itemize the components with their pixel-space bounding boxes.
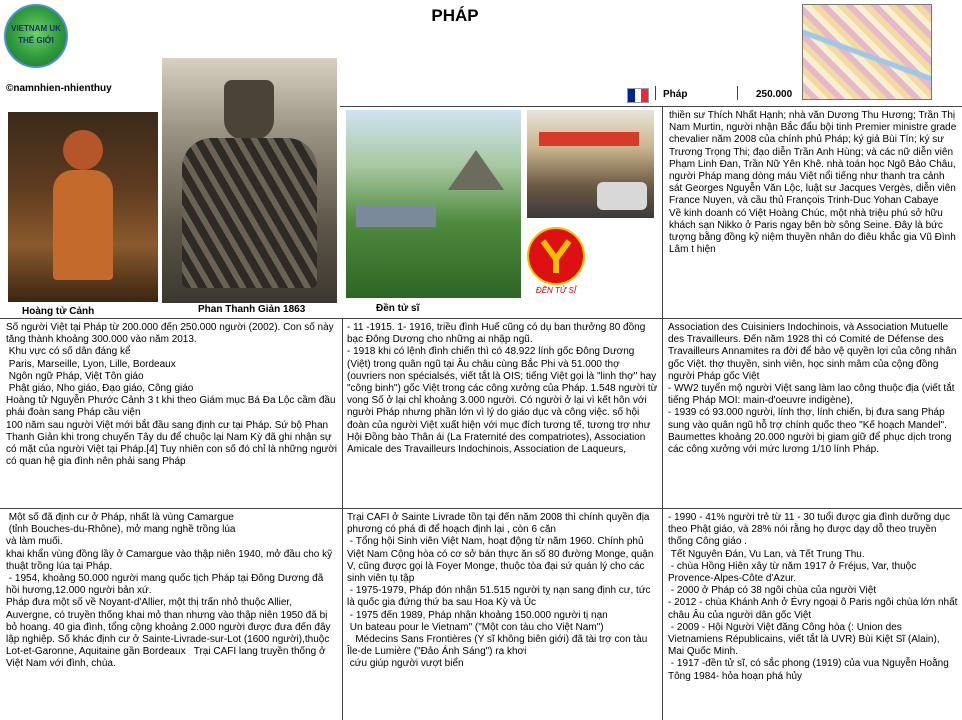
photo1-caption: Hoàng tử Cảnh (22, 306, 95, 317)
text-bottom-left: Một số đã định cư ở Pháp, nhất là vùng Camargue (tỉnh Bouches-du-Rhône), mở mang nghề trồng lúa và làm muối. khai khẩn vùng đồng lầy ở Camargue vào thập niên 1940, mở đầu cho kỹ thuật trồng lúa tại Pháp. - 1954, khoảng 50.000 người mang quốc tịch Pháp tại Đông Dương đã hồi hương,12.000 người bản xứ. Pháp đưa một số về Noyant-d'Allier, một thị trấn nhỏ thuộc Allier, Auvergne, có truyền thống khai mỏ than nhưng vào thập niên 1950 đã bị bỏ hoang. 40 gia đình, tổng cộng khoảng 2.000 người được đưa đến đây lập nghiệp. Số khác định cư ở Sainte-Livrade-sur-Lot (1600 người),thuộc Lot-et-Garonne, Aquitaine gần Bordeaux Trại CAFI lang truyền thống ở Việt Nam với đình, chùa. (6, 512, 333, 670)
logo-line2: THẾ GIỚI (18, 36, 54, 45)
paris-map (802, 4, 932, 100)
france-flag-icon (627, 88, 649, 103)
photo-phan-thanh-gian (162, 58, 337, 303)
text-mid-right: Association des Cuisiniers Indochinois, và Association Mutuelle des Travailleurs. Đến năm 1928 thì có Comité de Défense des Travailleurs Annamites ra đời để bảo vệ quyền lợi của công nhân gốc Việt. thợ thuyền, sinh viên, học sinh mâm của cộng đồng người Pháp gốc Việt - WW2 tuyển mộ người Việt sang làm lao công thuộc địa (viết tắt tiếng Pháp MOI: main-d'oeuvre indigène), - 1939 có 93.000 người, lính thợ, lính chiến, bị đưa sang Pháp sung vào quân ngũ hỗ trợ chính quốc theo "Kế hoạch Mandel". Baumettes khoảng 20.000 người bị giam giữ để phục dịch trong các công xưởng với mức lương 1/10 lính Pháp. (668, 322, 957, 456)
photo2-caption: Phan Thanh Giản 1863 (198, 304, 306, 315)
photo-den-tu-si (346, 110, 521, 298)
den-tu-si-emblem (527, 227, 585, 295)
emblem-text: ĐỀN TỬ SĨ (535, 286, 577, 295)
site-logo (4, 4, 68, 68)
population-figure: 250.000 (756, 89, 793, 100)
logo-line1: VIETNAM UK (11, 24, 61, 33)
country-name: Pháp (663, 89, 688, 100)
photo-storefront (527, 110, 654, 218)
text-bottom-right: - 1990 - 41% người trẻ từ 11 - 30 tuổi được gia đình dưỡng dục theo Phật giáo, và 28% nói rằng họ được dạy dỗ theo truyền thống Công giáo . Tết Nguyên Đán, Vu Lan, và Tết Trung Thu. - chùa Hồng Hiên xây từ năm 1917 ở Fréjus, Var, thuộc Provence-Alpes-Côte d'Azur. - 2000 ở Pháp có 38 ngôi chùa của người Việt - 2012 - chùa Khánh Anh ở Évry ngoại ô Paris ngôi chùa lớn nhất châu Âu của người dân gốc Việt - 2009 - Hội Người Việt đăng Công hòa (: Union des Vietnamiens Républicains, viết tắt là UVR) Bùi Kiệt Sĩ (Alain), Mai Quốc Minh. - 1917 -đền tử sĩ, có sắc phong (1919) của vua Nguyễn Hoằng Tông 1984- hỏa hoạn phá hủy (668, 512, 958, 682)
copyright: ©namnhien-nhienthuy (6, 83, 112, 94)
photo-hoang-tu-canh (8, 112, 158, 302)
text-top-right: thiền sư Thích Nhất Hạnh; nhà văn Dương Thu Hương; Trần Thị Nam Murtin, người nhận Bắc đẩu bội tinh Premier ministre grade chevalier năm 2008 của chính phủ Pháp; ký giả Bùi Tín; ký sư Trương Trọng Thi; đạo diễn Trần Anh Hùng; và các nữ diễn viên Phạm Linh Đan, Trần Nữ Yên Khê. nhà toán học Ngô Bảo Châu, người Pháp mang dòng máu Việt nổi tiếng như thanh tra cảnh sát Georges Nguyễn Văn Lộc, luật sư Jacques Vergès, diễn viên France Nuyen, và cầu thủ François Trinh-Duc Yohan Cabaye Về kinh doanh có Việt Hoàng Chúc, một nhà triệu phú sở hữu khách sạn Nikko ở Paris ngay bên bờ sông Seine. Đây là bức tượng bằng đồng kỷ niệm thuyền nhân do điêu khắc gia Vũ Đình Lâm t hiện (669, 110, 957, 256)
photo3-caption: Đền tử sĩ (376, 303, 420, 314)
text-bottom-center: Trại CAFI ở Sainte Livrade tồn tại đến năm 2008 thì chính quyền địa phương có phá đi để hoạch định lại , còn 6 căn - Tổng hội Sinh viên Việt Nam, hoạt động từ năm 1960. Chính phủ Việt Nam Cộng hòa có cơ sở bán thực ăn số 80 đường Monge, quận V, cũng được gọi là Foyer Monge, thuộc tòa đại sứ quán lý cho các sinh viên tụ tập - 1975-1979, Pháp đón nhận 51.515 người tỵ nạn sang định cư, tức là quốc gia đứng thứ ba sau Hoa Kỳ và Úc - 1975 đến 1989, Pháp nhận khoảng 150.000 người tị nạn Un bateau pour le Vietnam" ("Một con tàu cho Việt Nam") Médecins Sans Frontières (Y sĩ không biên giới) đã tài trợ con tàu Île-de Lumière ("Đảo Ánh Sáng") ra khơi cứu giúp người vượt biển (347, 512, 654, 670)
page-title: PHÁP (431, 6, 479, 25)
text-mid-left: Số người Việt tại Pháp từ 200.000 đến 250.000 người (2002). Con số này tăng thành khoảng 300.000 vào năm 2013. Khu vực có số dân đáng kể Paris, Marseille, Lyon, Lille, Bordeaux Ngôn ngữ Pháp, Việt Tôn giáo Phật giáo, Nho giáo, Đạo giáo, Công giáo Hoàng tử Nguyễn Phước Cảnh 3 t khi theo Giám mục Bá Đa Lộc cầm đầu phái đoàn sang Pháp cầu viện 100 năm sau người Việt mới bắt đầu sang định cư tại Pháp. Sứ bộ Phan Thanh Giản khi trong chuyến Tây du để chuộc lại Nam Kỳ đã ghi nhận sự có mặt của người Việt tại Pháp.[4] Tuy nhiên con số đó chỉ là những người có quan hệ gia đình nên phải sang Pháp (6, 322, 337, 468)
text-mid-center: - 11 -1915. 1- 1916, triều đình Huế cũng có dụ ban thưởng 80 đồng bạc Đông Dương cho những ai nhập ngũ. - 1918 khi có lệnh đình chiến thì có 48.922 lính gốc Đông Dương (Việt) trong quân ngũ tại Âu châu cùng Bắc Phi và 51.000 thợ (ouvriers non spécialsés, viết tắt là OIS; tiếng Việt gọi là "linh thợ" hay "công binh") gốc Việt trong các công xưởng của Pháp. 1.548 người từ vong Số ở lại chỉ khoảng 3.000 người. Có người ở lại vì kết hôn với người Pháp nhưng phần lớn vì lý do giáo dục và công việc. số hội đoàn của người Việt xuất hiện với mục đích tương tế, tương trợ như Hội Đồng bào Thân ái (La Fraternité des compatriotes), Association Amicale des Travailleurs Indochinois, Association de Laqueurs, (347, 322, 658, 456)
emblem-symbol-icon (529, 229, 583, 283)
